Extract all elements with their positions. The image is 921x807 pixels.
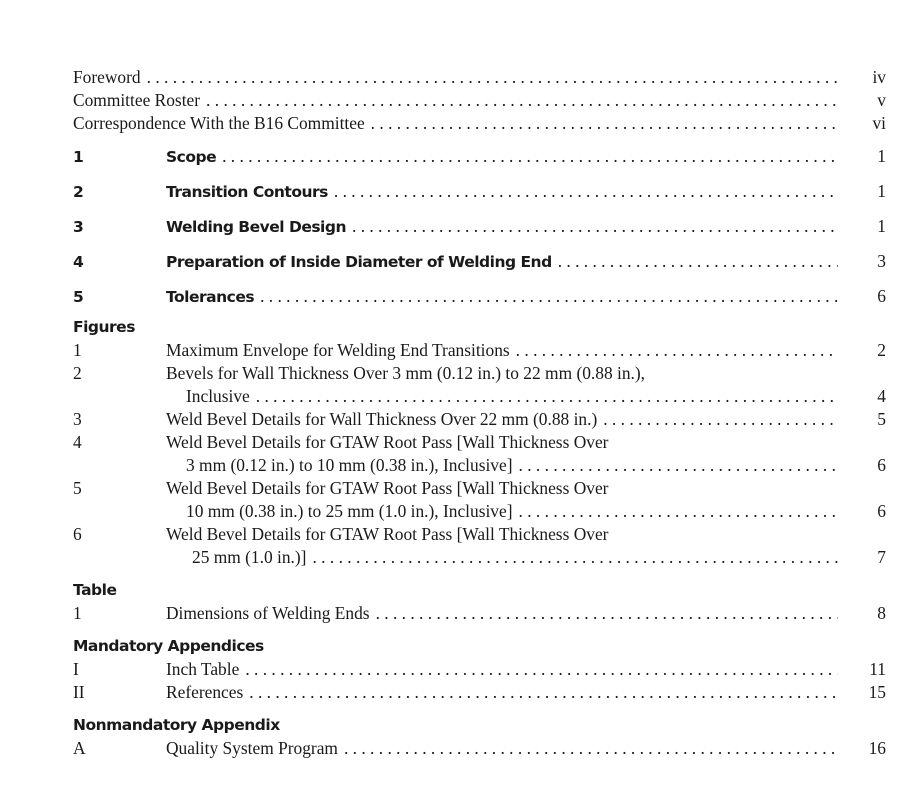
toc-entry-committee-roster[interactable] bbox=[73, 89, 886, 112]
figure-title-continued: 3 mm (0.12 in.) to 10 mm (0.38 in.), Inclusive] bbox=[186, 455, 513, 475]
figure-number: 3 bbox=[73, 409, 82, 429]
dot-leader bbox=[260, 279, 838, 314]
figure-number: 2 bbox=[73, 363, 82, 383]
dot-leader bbox=[519, 500, 838, 523]
dot-leader bbox=[147, 66, 838, 89]
figure-number: 4 bbox=[73, 432, 82, 452]
figure-title: Weld Bevel Details for GTAW Root Pass [Wall Thickness Over bbox=[166, 432, 609, 452]
appendix-title: References bbox=[166, 682, 244, 702]
toc-page-number: v bbox=[877, 90, 886, 110]
section-title: Transition Contours bbox=[166, 183, 328, 201]
appendix-number: I bbox=[73, 659, 79, 679]
toc-section-1[interactable] bbox=[73, 139, 886, 174]
nonmandatory-appendix-heading: Nonmandatory Appendix bbox=[73, 716, 280, 734]
section-number: 3 bbox=[73, 218, 84, 236]
toc-page-number: 8 bbox=[877, 603, 886, 623]
section-title: Tolerances bbox=[166, 288, 255, 306]
table-title: Dimensions of Welding Ends bbox=[166, 603, 370, 623]
figure-title: Weld Bevel Details for GTAW Root Pass [Wall Thickness Over bbox=[166, 524, 609, 544]
figures-heading: Figures bbox=[73, 318, 135, 336]
toc-figure-5-continued[interactable] bbox=[73, 500, 886, 523]
toc-page-number: iv bbox=[872, 67, 886, 87]
toc-appendix-i[interactable] bbox=[73, 658, 886, 681]
toc-appendix-a[interactable] bbox=[73, 737, 886, 760]
dot-leader bbox=[206, 89, 838, 112]
dot-leader bbox=[222, 139, 838, 174]
mandatory-appendices-heading: Mandatory Appendices bbox=[73, 637, 264, 655]
toc-page-number: 6 bbox=[877, 455, 886, 475]
toc-appendix-ii[interactable] bbox=[73, 681, 886, 704]
figure-title: Maximum Envelope for Welding End Transitions bbox=[166, 340, 510, 360]
toc-page-number: 3 bbox=[877, 251, 886, 271]
appendix-title: Quality System Program bbox=[166, 738, 338, 758]
toc-entry-title: Foreword bbox=[73, 67, 141, 87]
toc-page-number: 6 bbox=[877, 501, 886, 521]
toc-page-number: 1 bbox=[877, 181, 886, 201]
toc-figure-2-continued[interactable] bbox=[73, 385, 886, 408]
figure-title: Weld Bevel Details for GTAW Root Pass [Wall Thickness Over bbox=[166, 478, 609, 498]
toc-figure-5[interactable] bbox=[73, 477, 886, 500]
dot-leader bbox=[519, 454, 838, 477]
dot-leader bbox=[603, 408, 838, 431]
toc-page-number: 1 bbox=[877, 146, 886, 166]
table-of-contents bbox=[73, 66, 886, 760]
appendix-title: Inch Table bbox=[166, 659, 240, 679]
toc-page-number: vi bbox=[872, 113, 886, 133]
table-heading: Table bbox=[73, 581, 117, 599]
toc-page-number: 1 bbox=[877, 216, 886, 236]
dot-leader bbox=[352, 209, 838, 244]
dot-leader bbox=[312, 546, 838, 569]
section-number: 2 bbox=[73, 183, 84, 201]
toc-figure-3[interactable] bbox=[73, 408, 886, 431]
toc-entry-correspondence[interactable] bbox=[73, 112, 886, 135]
toc-entry-title: Correspondence With the B16 Committee bbox=[73, 113, 365, 133]
toc-page-number: 6 bbox=[877, 286, 886, 306]
section-title: Welding Bevel Design bbox=[166, 218, 347, 236]
toc-table-1[interactable] bbox=[73, 602, 886, 625]
dot-leader bbox=[376, 602, 838, 625]
toc-page-number: 2 bbox=[877, 340, 886, 360]
figure-title-continued: 25 mm (1.0 in.)] bbox=[192, 547, 307, 567]
dot-leader bbox=[256, 385, 838, 408]
toc-page-number: 5 bbox=[877, 409, 886, 429]
dot-leader bbox=[245, 658, 838, 681]
toc-page-number: 7 bbox=[877, 547, 886, 567]
toc-section-4[interactable] bbox=[73, 244, 886, 279]
section-number: 4 bbox=[73, 253, 84, 271]
toc-figure-6[interactable] bbox=[73, 523, 886, 546]
toc-page-number: 4 bbox=[877, 386, 886, 406]
toc-page-number: 11 bbox=[869, 659, 886, 679]
toc-entry-foreword[interactable] bbox=[73, 66, 886, 89]
section-title: Scope bbox=[166, 148, 217, 166]
toc-section-2[interactable] bbox=[73, 174, 886, 209]
toc-section-3[interactable] bbox=[73, 209, 886, 244]
dot-leader bbox=[371, 112, 838, 135]
toc-entry-title: Committee Roster bbox=[73, 90, 201, 110]
figure-title-continued: 10 mm (0.38 in.) to 25 mm (1.0 in.), Inclusive] bbox=[186, 501, 513, 521]
figure-title-continued: Inclusive bbox=[186, 386, 250, 406]
section-number: 5 bbox=[73, 288, 84, 306]
dot-leader bbox=[344, 737, 838, 760]
toc-figure-2[interactable] bbox=[73, 362, 886, 385]
figure-title: Bevels for Wall Thickness Over 3 mm (0.12 in.) to 22 mm (0.88 in.), bbox=[166, 363, 646, 383]
toc-figure-6-continued[interactable] bbox=[73, 546, 886, 569]
table-number: 1 bbox=[73, 603, 82, 623]
figure-number: 5 bbox=[73, 478, 82, 498]
figure-title: Weld Bevel Details for Wall Thickness Over 22 mm (0.88 in.) bbox=[166, 409, 598, 429]
toc-figure-4-continued[interactable] bbox=[73, 454, 886, 477]
figure-number: 1 bbox=[73, 340, 82, 360]
section-number: 1 bbox=[73, 148, 84, 166]
toc-figure-4[interactable] bbox=[73, 431, 886, 454]
appendix-number: II bbox=[73, 682, 85, 702]
section-title: Preparation of Inside Diameter of Welding End bbox=[166, 253, 552, 271]
figure-number: 6 bbox=[73, 524, 82, 544]
appendix-number: A bbox=[73, 738, 86, 758]
toc-page-number: 16 bbox=[868, 738, 886, 758]
toc-section-5[interactable] bbox=[73, 279, 886, 314]
dot-leader bbox=[516, 339, 838, 362]
dot-leader bbox=[558, 244, 838, 279]
toc-page-number: 15 bbox=[868, 682, 886, 702]
dot-leader bbox=[249, 681, 838, 704]
dot-leader bbox=[334, 174, 838, 209]
toc-figure-1[interactable] bbox=[73, 339, 886, 362]
